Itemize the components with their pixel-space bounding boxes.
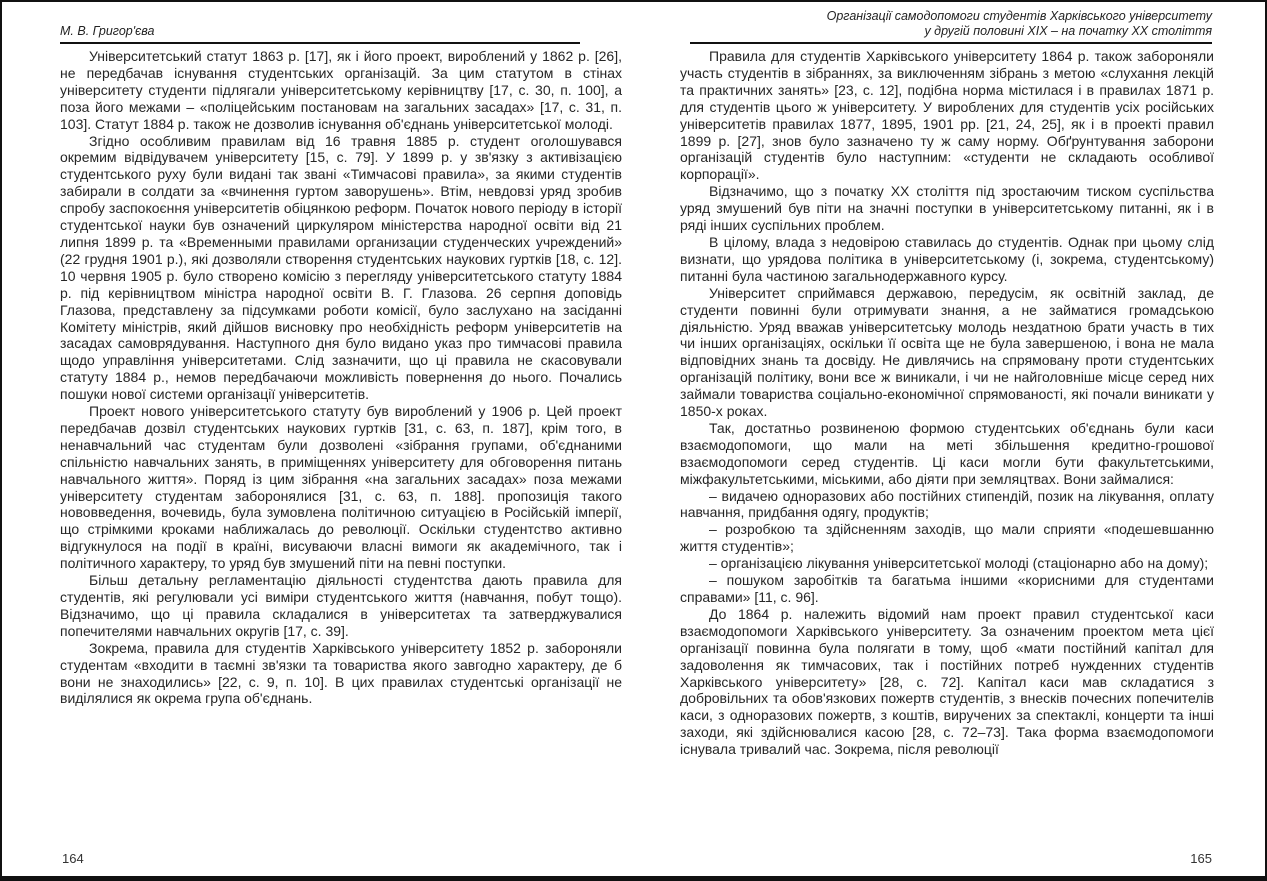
body-paragraph: Університетський статут 1863 р. [17], як і його проект, вироблений у 1862 р. [26], не передбачав існування студентських організацій. За цим статутом в стінах університету студенти підлягали університетському керівництву [17, с. 30, п. 100], а поза його межами – «поліцейським постановам на загальних засадах» [17, с. 31, п. 103]. Статут 1884 р. також не дозволив існування об'єднань університетської молоді. — [60, 48, 622, 132]
list-item-dash: – видачею одноразових або постійних стипендій, позик на лікування, оплату навчання, придбання одягу, продуктів; — [680, 487, 1214, 521]
body-paragraph: Зокрема, правила для студентів Харківського університету 1852 р. забороняли студентам «входити в таємні зв'язки та товариства якого завгодно характеру, де б вони не знаходились» [22, с. 9, п. 10]. В цих правилах студентські організації не виділялися як окрема група об'єднань. — [60, 639, 622, 707]
list-item-dash: – організацією лікування університетської молоді (стаціонарно або на дому); — [709, 555, 1209, 572]
body-paragraph: Так, достатньо розвиненою формою студентських об'єднань були каси взаємодопомоги, що мали на меті збільшення кредитно-грошової взаємодопомоги серед студентів. Ці каси могли бути факультетськими, міжфакультетськими, міськими, або діяти при земляцтвах. Вони займалися: — [680, 419, 1214, 487]
body-paragraph: В цілому, влада з недовірою ставилась до студентів. Однак при цьому слід визнати, що урядова політика в університетському (і, зокрема, студентському) питанні була частиною загальнодержавного курсу. — [680, 233, 1214, 284]
running-head-title-line1: Організації самодопомоги студентів Харківського університету — [826, 9, 1212, 23]
body-paragraph: До 1864 р. належить відомий нам проект правил студентської каси взаємодопомоги Харківського університету. За означеним проектом мета цієї організації повинна була полягати в тому, щоб «мати постійний капітал для задоволення як тимчасових, так і постійних потреб нужденних студентів Харківського університету» [28, с. 72]. Капітал каси мав складатися з добровільних та обов'язкових пожертв студентів, з внесків почесних попечителів каси, з одноразових пожертв, з коштів, виручених за спектаклі, концерти та інші заходи, які здійснювалися касою [28, с. 72–73]. Така форма взаємодопомоги існувала тривалий час. Зокрема, після революції — [680, 605, 1214, 758]
page-number-left: 164 — [62, 851, 84, 866]
page-right-text-column — [680, 48, 1214, 758]
header-rule-right — [690, 42, 1212, 44]
list-item-dash: – розробкою та здійсненням заходів, що мали сприяти «подешевшанню життя студентів»; — [680, 521, 1214, 555]
running-head-article-title — [690, 9, 1212, 39]
list-item-dash: – пошуком заробітків та багатьма іншими «корисними для студентами справами» [11, с. 96]. — [680, 572, 1214, 605]
body-paragraph: Більш детальну регламентацію діяльності студентства дають правила для студентів, які регулювали усі виміри студентського життя (навчання, побут тощо). Відзначимо, що ці правила складалися в університетах та затверджувалися попечителями навчальних округів [17, с. 39]. — [60, 572, 622, 639]
running-head-title-line2: у другій половині XIX – на початку XX століття — [924, 24, 1212, 38]
running-head-author: М. В. Григор'єва — [60, 24, 155, 38]
body-paragraph: Відзначимо, що з початку XX століття під зростаючим тиском суспільства уряд змушений був піти на значні поступки в університетському питанні, як і в ряді інших суспільних проблем. — [680, 183, 1214, 234]
body-paragraph: Правила для студентів Харківського університету 1864 р. також забороняли участь студентів в зібраннях, за виключенням зібрань з метою «слухання лекцій та практичних занять» [23, с. 12], подібна норма містилася і в правилах 1871 р. для студентів цього ж університету. У вироблених для студентів усіх російських університетів правилах 1877, 1895, 1901 рр. [21, 24, 25], як і в проекті правил 1899 р. [27], знов було зазначено ту ж саму норму. Обґрунтування заборони організацій студентів було наступним: «студенти не складають особливої корпорації». — [680, 48, 1214, 183]
page-number-right: 165 — [1190, 851, 1212, 866]
body-paragraph: Згідно особливим правилам від 16 травня 1885 р. студент оголошувався окремим відвідувачем університету [15, с. 79]. У 1899 р. у зв'язку з активізацією студентського руху були видані так звані «Тимчасові правила», за якими студентів забирали в солдати за «вчинення гуртом заворушень». Втім, невдовзі уряд зробив спробу заспокоєння університетів обіцянкою реформ. Початок нового періоду в історії студентської науки був означений циркуляром міністерства народної освіти від 21 липня 1899 р. та «Временными правилами организации студенческих учреждений» (22 грудня 1901 р.), які дозволяли створення студентських наукових гуртків [18, с. 12]. 10 червня 1905 р. було створено комісію з перегляду університетського статуту 1884 р. під керівництвом міністра народної освіти В. Г. Глазова. 26 серпня доповідь Глазова, представлену за підсумками роботи комісії, було заслухано на засіданні Комітету міністрів, який дійшов висновку про необхідність реформ університетів на засадах самоврядування. Наступного дня було видано указ про тимчасові правила щодо управління університетами. Слід зазначити, що ці правила не скасовували статуту 1884 р., немов передбачаючи можливість повернення до нього. Почались пошуки нової системи організації університетів. — [60, 132, 622, 403]
body-paragraph: Проект нового університетського статуту був вироблений у 1906 р. Цей проект передбачав дозвіл студентських наукових гуртків [31, с. 63, п. 187], крім того, в ненавчальний час студентам були дозволені «зібрання групами, об'єднаними спільністю навчальних занять, в приміщеннях університету для обговорення питань навчального життя». Поряд із цим зібрання «на загальних засадах» поза межами університету студентам заборонялися [31, с. 63, п. 188]. пропозиція такого нововведення, вочевидь, була зумовлена політичною ситуацією в Російській імперії, що стрімкими кроками наближалась до революції. Оскільки студентство активно відгукнулося на події в країні, висуваючи власні вимоги як академічного, так і політичного характеру, то уряд був змушений піти на певні поступки. — [60, 403, 622, 572]
header-rule-left — [60, 42, 580, 44]
body-paragraph: Університет сприймався державою, передусім, як освітній заклад, де студенти повинні були отримувати знання, а не займатися громадською діяльністю. Уряд вважав університетську молодь нездатною брати участь в тих чи інших організаціях, оскільки її освіта ще не була завершеною, і вона не мала відповідних знань та досвіду. Не дивлячись на спрямовану проти студентських організацій політику, вони все ж виникали, і чи не найголовніше місце серед них займали товариства соціально-економічної спрямованості, які почали виникати у 1850-х роках. — [680, 284, 1214, 420]
page-left-text-column — [60, 48, 622, 707]
